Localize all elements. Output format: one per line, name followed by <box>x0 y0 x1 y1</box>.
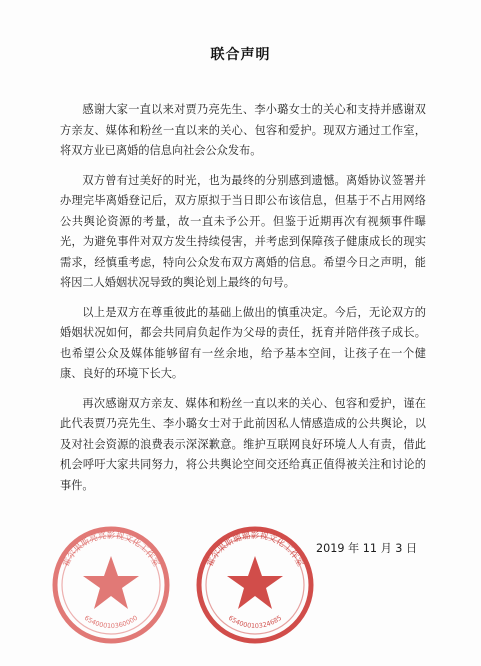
svg-text:65400010324685 <box>227 614 283 630</box>
paragraph-3: 以上是双方在尊重彼此的基础上做出的慎重决定。今后，无论双方的婚姻状况如何，都会共同肩负起作为父母的责任，抚育并陪伴孩子成长。也希望公众及媒体能够留有一丝余地，给予基本空间，让孩子在一个健康、良好的环境下长大。 <box>60 305 426 380</box>
statement-body <box>60 100 426 505</box>
left-company-seal <box>46 520 176 650</box>
left-seal-number: 65400010360000 <box>82 613 140 631</box>
paragraph-2: 双方曾有过美好的时光，也为最终的分别感到遗憾。离婚协议签署并办理完毕离婚登记后，双方原拟于当日即公布该信息，但基于不占用网络公共舆论资源的考量，故一直未予公开。但鉴于近期再次有视频事件曝光，为避免事件对双方发生持续侵害，并考虑到保障孩子健康成长的现实需求，经慎重考虑，特向公众发布双方离婚的信息。希望今日之声明，能将因二人婚姻状况导致的舆论划上最终的句号。 <box>60 173 426 289</box>
left-seal-text: 霍尔果斯亮亮影视文化工作室 <box>61 531 161 569</box>
right-seal-text: 霍尔果斯璐璐影视文化工作室 <box>205 531 305 569</box>
paragraph-1: 感谢大家一直以来对贾乃亮先生、李小璐女士的关心和支持并感谢双方亲友、媒体和粉丝一直以来的关心、包容和爱护。现双方通过工作室，将双方业已离婚的信息向社会公众发布。 <box>60 103 426 157</box>
paragraph-4: 再次感谢双方亲友、媒体和粉丝一直以来的关心、包容和爱护，谨在此代表贾乃亮先生、李小璐女士对于此前因私人情感造成的公共舆论，以及对社会资源的浪费表示深深歉意。维护互联网良好环境人人有责，借此机会呼吁大家共同努力，将公共舆论空间交还给真正值得被关注和讨论的事件。 <box>60 396 426 492</box>
right-company-seal <box>190 520 320 650</box>
statement-date: 2019 年 11 月 3 日 <box>316 542 418 555</box>
document-title: 联合声明 <box>210 47 271 63</box>
right-seal-number: 65400010324685 <box>226 613 284 631</box>
svg-text:65400010360000 <box>83 614 139 630</box>
